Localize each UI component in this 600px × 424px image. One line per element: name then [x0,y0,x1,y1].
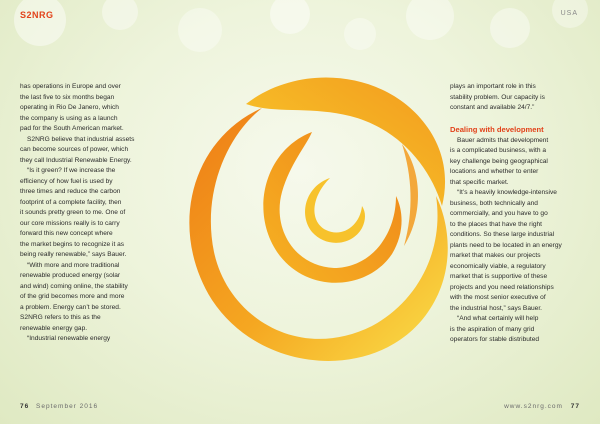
text-line: the market begins to recognize it as [20,240,125,248]
text-line: “With more and more traditional [27,261,120,269]
text-line: being really renewable,” says Bauer. [20,251,127,258]
text-line: plants need to be located in an energy [450,241,562,249]
right-body-text [450,136,585,346]
left-article-column [20,82,170,345]
text-line: stability problem. Our capacity is [450,93,545,101]
left-page-number: 76 [20,403,30,410]
text-line: economically viable, a regulatory [450,262,546,270]
text-line: to the places that have the right [450,220,543,228]
text-line: forward this new concept where [20,230,113,237]
region-label: USA [560,10,578,17]
website-url[interactable]: www.s2nrg.com [504,403,563,410]
bokeh-background [0,0,600,90]
text-line: three times and reduce the carbon [20,188,121,195]
text-line: “It’s a heavily knowledge-intensive [457,189,557,196]
text-line: they call Industrial Renewable Energy. [20,156,132,164]
footer-right [504,403,580,410]
text-line: our core missions really is to carry [20,219,120,227]
text-line: key challenge being geographical [450,157,548,165]
text-line: renewable energy gap. [20,324,88,332]
text-line: can become sources of power, which [20,146,129,153]
text-line: business, both technically and [450,199,538,207]
text-line: that specific market. [450,178,509,186]
text-line: S2NRG believe that industrial assets [27,135,135,143]
right-article-column [450,82,585,346]
text-line: projects and you need relationships [450,283,554,291]
text-line: S2NRG refers to this as the [20,314,101,321]
text-line: “And what certainly will help [457,315,539,322]
text-line: “Is it green? If we increase the [27,167,116,174]
text-line: “Industrial renewable energy [27,335,111,342]
text-line: pad for the South American market. [20,125,124,132]
text-line: of the grid becomes more and more [20,293,125,300]
text-line: plays an important role in this [450,83,536,90]
text-line: the industrial host,” says Bauer. [450,304,542,312]
text-line: the company is using as a launch [20,114,118,122]
footer-left [20,403,98,410]
brand-logo-text: S2NRG [20,10,54,20]
right-page-number: 77 [570,403,580,410]
text-line: market that is supportive of these [450,273,548,280]
text-line: operating in Rio De Janero, which [20,104,119,111]
text-line: operators for stable distributed [450,336,540,343]
text-line: the last five to six months began [20,93,115,101]
text-line: footprint of a complete facility, then [20,198,122,206]
text-line: is a complicated business, with a [450,147,547,154]
text-line: locations and whether to enter [450,168,539,175]
text-line: market that makes our projects [450,252,541,259]
text-line: conditions. So these large industrial [450,231,555,238]
text-line: with the most senior executive of [450,294,546,301]
text-line: a problem. Energy can’t be stored. [20,303,121,311]
text-line: renewable produced energy (solar [20,272,121,279]
text-line: is the aspiration of many grid [450,325,535,333]
text-line: efficiency of how fuel is used by [20,177,113,185]
text-line: it sounds pretty green to me. One of [20,209,126,216]
text-line: commercially, and you have to go [450,210,548,217]
text-line: constant and available 24/7.” [450,104,535,111]
text-line: Bauer admits that development [457,136,549,144]
section-subheading: Dealing with development [450,124,544,134]
issue-date: September 2016 [36,403,99,410]
text-line: and wind) coming online, the stability [20,282,128,290]
right-intro-text [450,82,585,114]
text-line: has operations in Europe and over [20,83,121,90]
